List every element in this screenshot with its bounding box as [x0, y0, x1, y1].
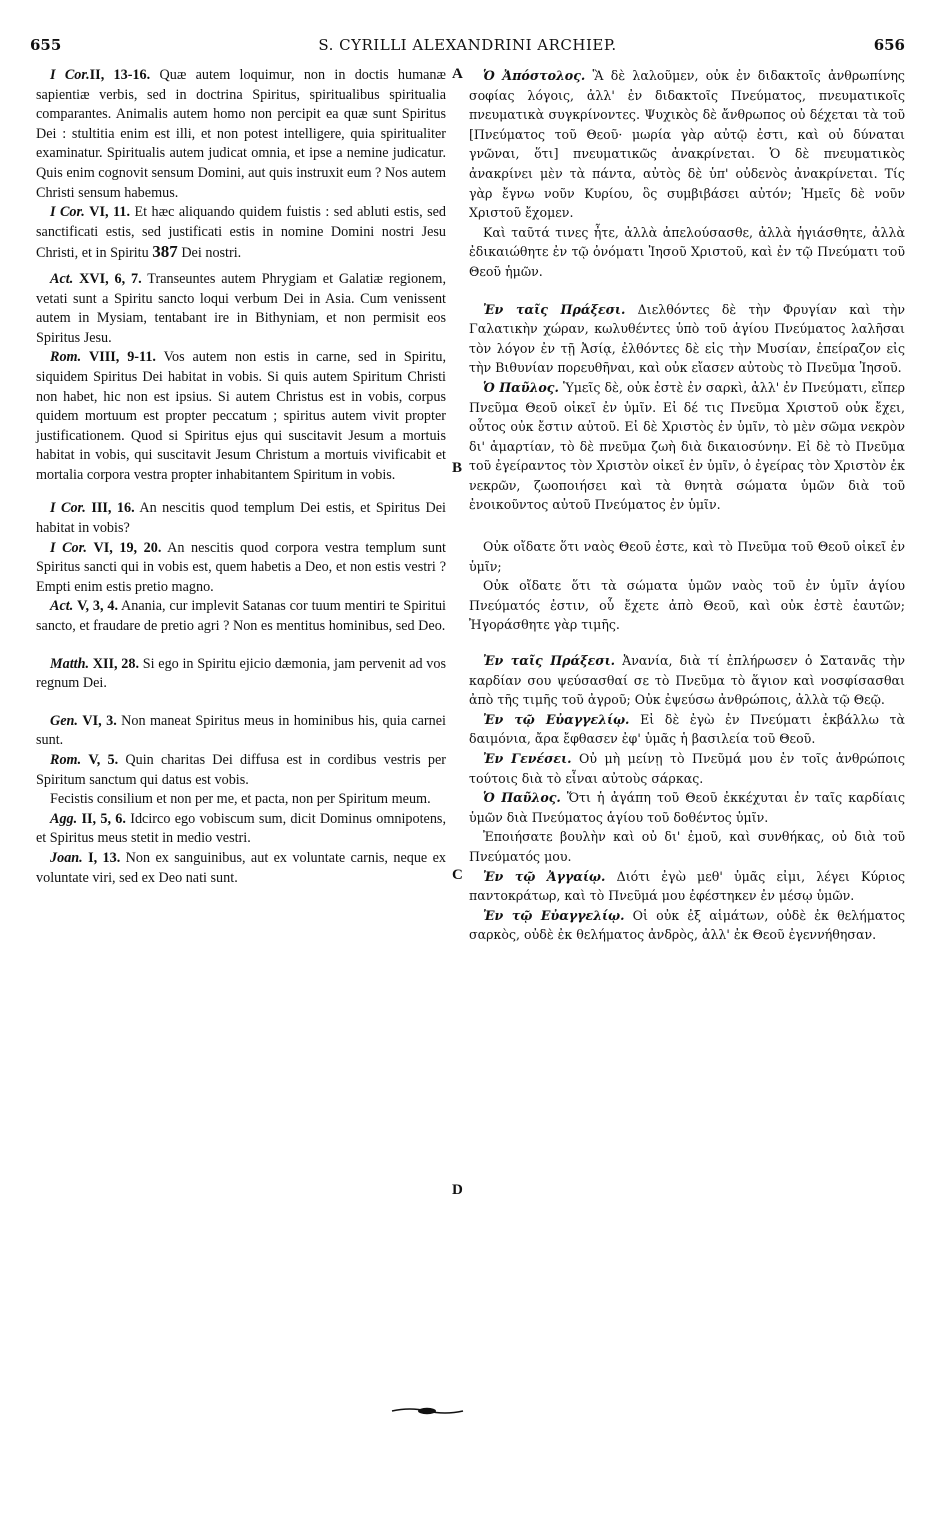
greek-paragraph	[469, 537, 905, 576]
page-number-left: 655	[30, 36, 62, 54]
chapter-verse: XII, 28.	[92, 655, 140, 672]
scripture-ref: I Cor.	[50, 500, 86, 517]
latin-text: Quin charitas Dei diffusa est in cordibus vestris per Spiritum sanctum qui datus est vobis.	[36, 752, 447, 788]
latin-text: Et hæc aliquando quidem fuistis : sed abluti estis, sed sanctificati estis, sed justificati estis in nomine Domini nostri Jesu Christi, et in Spiritu	[36, 204, 447, 262]
greek-column	[469, 66, 905, 945]
greek-text: Οἱ οὐκ ἐξ αἱμάτων, οὐδὲ ἐκ θελήματος σαρκὸς, οὐδὲ ἐκ θελήματος ἀνδρὸς, ἀλλ' ἐκ Θεοῦ ἐγεννήθησαν.	[469, 907, 905, 943]
scripture-ref: Ἐν τῷ Εὐαγγελίῳ.	[483, 907, 625, 923]
latin-paragraph	[36, 539, 446, 598]
scripture-ref: Gen.	[50, 712, 78, 729]
greek-text: Ἀνανία, διὰ τί ἐπλήρωσεν ὁ Σατανᾶς τὴν καρδίαν σου ψεύσασθαί σε τὸ Πνεῦμα τὸ ἅγιον καὶ νοσφίσασθαι ἀπὸ τῆς τιμῆς τοῦ ἀγροῦ; Οὐκ ἐψεύσω ἀνθρώποις, ἀλλὰ τῷ Θεῷ.	[469, 653, 905, 708]
greek-text: Οὐκ οἴδατε ὅτι ναὸς Θεοῦ ἐστε, καὶ τὸ Πνεῦμα τοῦ Θεοῦ οἰκεῖ ἐν ὑμῖν;	[469, 539, 905, 574]
latin-text: Non ex sanguinibus, aut ex voluntate carnis, neque ex voluntate viri, sed ex Deo nati sunt.	[36, 849, 446, 886]
latin-paragraph	[36, 348, 446, 485]
greek-paragraph	[469, 906, 905, 945]
scripture-ref: Ὁ Παῦλος.	[483, 790, 561, 806]
scripture-ref: Ἐν ταῖς Πράξεσι.	[483, 653, 616, 669]
chapter-verse: III, 16.	[91, 500, 135, 517]
latin-paragraph	[36, 655, 446, 694]
scripture-ref: Ἐν ταῖς Πράξεσι.	[483, 301, 626, 317]
scripture-ref: Ὁ Ἀπόστολος.	[483, 68, 586, 83]
chapter-verse: VI, 3.	[82, 712, 117, 729]
latin-paragraph	[36, 790, 446, 810]
scripture-ref: Ἐν τῷ Ἀγγαίῳ.	[483, 868, 606, 884]
running-header	[30, 36, 905, 58]
scripture-ref: I Cor.	[50, 539, 87, 556]
scripture-ref: I Cor.	[50, 204, 85, 221]
greek-paragraph	[469, 576, 905, 635]
margin-letter-d: D	[452, 1182, 463, 1198]
column-number: 387	[152, 242, 178, 262]
greek-text: Διελθόντες δὲ τὴν Φρυγίαν καὶ τὴν Γαλατικὴν χώραν, κωλυθέντες ὑπὸ τοῦ ἁγίου Πνεύματος λαλῆσαι τὸν λόγον ἐν τῇ Ἀσίᾳ, ἐλθόντες δὲ εἰς τὴν Μυσίαν, ἐπείραζον εἰς τὴν Βιθυνίαν πορευθῆναι, καὶ οὐκ εἴασεν αὐτοὺς τὸ Πνεῦμα Ἰησοῦ.	[469, 301, 905, 376]
margin-letter-a: A	[452, 66, 463, 82]
latin-paragraph	[36, 849, 446, 888]
latin-text: Vos autem non estis in carne, sed in Spiritu, siquidem Spiritus Dei habitat in vobis. Si quis autem Spiritum Christi non habet, hic non est ipsius. Si autem Christus est in vobis, corpus quidem mortuum est propter peccatum ; spiritus autem vivit propter justificationem. Quod si Spiritus ejus qui suscitavit Jesum a mortuis habitat in vobis, qui suscitavit Jesum Christum a mortuis vivificabit et mortalia corpora vestra propter inhabitantem Spiritum in vobis.	[36, 349, 446, 483]
latin-text: Quæ autem loquimur, non in doctis humanæ sapientiæ verbis, sed in doctrina Spiritus, spiritualibus spiritualia comparantes. Animalis autem homo non percipit ea quæ sunt Spiritus Dei : stultitia enim est illi, et non potest intelligere, quia spiritualiter examinatur. Spiritualis autem judicat omnia, et ipse a nemine judicatur. Quis enim cognovit sensum Domini, aut quis instruxit eum ? Nos autem Christi sensum habemus.	[36, 67, 446, 201]
scripture-ref: Rom.	[50, 752, 82, 768]
latin-paragraph	[36, 66, 446, 203]
latin-text: Transeuntes autem Phrygiam et Galatiæ regionem, vetati sunt a Spiritu sancto loqui verbum Dei in Asia. Cum venissent autem in Mysiam, tentabant ire in Bithyniam, et non permisit eos Spiritus Jesu.	[36, 270, 447, 346]
latin-paragraph	[36, 499, 446, 538]
page-number-right: 656	[873, 36, 905, 54]
latin-text: Anania, cur implevit Satanas cor tuum mentiri te Spiritui sancto, et fraudare de pretio agri ? Non es mentitus hominibus, sed Deo.	[36, 598, 447, 635]
greek-text: Ὑμεῖς δὲ, οὐκ ἐστὲ ἐν σαρκὶ, ἀλλ' ἐν Πνεύματι, εἴπερ Πνεῦμα Θεοῦ οἰκεῖ ἐν ὑμῖν. Εἰ δέ τις Πνεῦμα Χριστοῦ οὐκ ἔχει, οὗτος οὐκ ἔστιν αὐτοῦ. Εἰ δὲ Χριστὸς ἐν ὑμῖν, τὸ μὲν σῶμα νεκρὸν δι' ἁμαρτίαν, τὸ δὲ πνεῦμα ζωὴ διὰ δικαιοσύνην. Εἰ δὲ τὸ Πνεῦμα τοῦ ἐγείραντος τὸν Χριστὸν οἰκεῖ ἐν ὑμῖν, ὁ ἐγείρας τὸν Χριστὸν ἐκ νεκρῶν, ζωοποιήσει καὶ τὰ θνητὰ σώματα ὑμῶν διὰ τοῦ ἐνοικοῦντος αὐτοῦ Πνεύματος ἐν ὑμῖν.	[469, 379, 906, 513]
scripture-ref: I Cor.	[50, 67, 90, 83]
latin-paragraph	[36, 810, 446, 849]
greek-text: Ὅτι ἡ ἀγάπη τοῦ Θεοῦ ἐκκέχυται ἐν ταῖς καρδίαις ὑμῶν διὰ Πνεύματος ἁγίου τοῦ δοθέντος ὑμῖν.	[469, 790, 905, 825]
greek-paragraph	[469, 710, 905, 749]
chapter-verse: V, 3, 4.	[77, 598, 118, 615]
scripture-ref: Agg.	[50, 810, 78, 827]
latin-paragraph	[36, 597, 446, 636]
latin-text: Si ego in Spiritu ejicio dæmonia, jam pervenit ad vos regnum Dei.	[36, 655, 447, 692]
chapter-verse: II, 13-16.	[89, 67, 151, 83]
latin-text: Dei nostri.	[177, 245, 242, 262]
greek-paragraph	[469, 66, 905, 223]
scripture-ref: Ἐν Γενέσει.	[483, 751, 572, 766]
greek-text: Εἰ δὲ ἐγὼ ἐν Πνεύματι ἐκβάλλω τὰ δαιμόνια, ἄρα ἔφθασεν ἐφ' ὑμᾶς ἡ βασιλεία τοῦ Θεοῦ.	[469, 711, 906, 747]
greek-paragraph	[469, 788, 905, 827]
latin-paragraph	[36, 751, 446, 790]
greek-text: Διότι ἐγὼ μεθ' ὑμᾶς εἰμι, λέγει Κύριος παντοκράτωρ, καὶ τὸ Πνεῦμά μου ἐφέστηκεν ἐν μέσῳ ὑμῶν.	[469, 868, 906, 904]
chapter-verse: II, 5, 6.	[81, 810, 126, 827]
chapter-verse: V, 5.	[88, 752, 119, 768]
greek-paragraph	[469, 827, 905, 866]
latin-paragraph	[36, 270, 446, 348]
end-flourish-ornament	[390, 1405, 465, 1417]
chapter-verse: VIII, 9-11.	[89, 349, 156, 366]
latin-text: Fecistis consilium et non per me, et pacta, non per Spiritum meum.	[50, 791, 431, 808]
latin-text: An nescitis quod templum Dei estis, et Spiritus Dei habitat in vobis?	[36, 500, 446, 537]
margin-letter-c: C	[452, 867, 463, 883]
scripture-ref: Act.	[50, 270, 74, 287]
latin-text: Non maneat Spiritus meus in hominibus his, quia carnei sunt.	[36, 712, 446, 749]
greek-text: Οὐκ οἴδατε ὅτι τὰ σώματα ὑμῶν ναὸς τοῦ ἐν ὑμῖν ἁγίου Πνεύματός ἐστιν, οὗ ἔχετε ἀπὸ Θεοῦ, καὶ οὐκ ἐστὲ ἑαυτῶν; Ἠγοράσθητε γὰρ τιμῆς.	[469, 578, 905, 633]
greek-text: Καὶ ταῦτά τινες ἦτε, ἀλλὰ ἀπελούσασθε, ἀλλὰ ἡγιάσθητε, ἀλλὰ ἐδικαιώθητε ἐν τῷ ὀνόματι Ἰησοῦ Χριστοῦ, καὶ ἐν τῷ Πνεύματι τοῦ Θεοῦ ἡμῶν.	[469, 224, 905, 279]
chapter-verse: I, 13.	[88, 849, 121, 866]
latin-column	[36, 66, 446, 888]
chapter-verse: XVI, 6, 7.	[79, 270, 142, 287]
greek-text: Ἃ δὲ λαλοῦμεν, οὐκ ἐν διδακτοῖς ἀνθρωπίνης σοφίας λόγοις, ἀλλ' ἐν διδακτοῖς Πνεύματος, πνευματικοῖς πνευματικὰ συγκρίνοντες. Ψυχικὸς δὲ ἄνθρωπος οὐ δέχεται τὰ τοῦ [Πνεύματος τοῦ Θεοῦ· μωρία γὰρ αὐτῷ ἐστι, καὶ οὐ δύναται γνῶναι, ὅτι] πνευματικῶς ἀνακρίνεται. Ὁ δὲ πνευματικὸς ἀνακρίνει μὲν τὰ πάντα, αὐτὸς δὲ ὑπ' οὐδενὸς ἀνακρίνεται. Τίς γὰρ ἔγνω νοῦν Κυρίου, ὃς συμβιβάσει αὐτόν; Ἡμεῖς δὲ νοῦν Χριστοῦ ἔχομεν.	[469, 68, 905, 221]
chapter-verse: VI, 11.	[89, 204, 130, 221]
latin-paragraph	[36, 712, 446, 751]
margin-letter-b: B	[452, 460, 463, 476]
scripture-ref: Act.	[50, 598, 74, 615]
scripture-ref: Ὁ Παῦλος.	[483, 379, 559, 395]
greek-text: Οὐ μὴ μείνῃ τὸ Πνεῦμά μου ἐν τοῖς ἀνθρώποις τούτοις διὰ τὸ εἶναι αὐτοὺς σάρκας.	[469, 751, 905, 786]
greek-text: Ἐποιήσατε βουλὴν καὶ οὐ δι' ἐμοῦ, καὶ συνθήκας, οὐ διὰ τοῦ Πνεύματός μου.	[469, 829, 905, 864]
greek-paragraph	[469, 378, 905, 515]
greek-paragraph	[469, 651, 905, 710]
greek-paragraph	[469, 223, 905, 282]
greek-paragraph	[469, 300, 905, 378]
scripture-ref: Joan.	[50, 849, 83, 866]
latin-text: Idcirco ego vobiscum sum, dicit Dominus omnipotens, et Spiritus meus stetit in medio vestri.	[36, 810, 446, 847]
running-title: S. CYRILLI ALEXANDRINI ARCHIEP.	[318, 36, 617, 54]
latin-paragraph	[36, 203, 446, 264]
greek-paragraph	[469, 749, 905, 788]
scripture-ref: Ἐν τῷ Εὐαγγελίῳ.	[483, 711, 630, 727]
chapter-verse: VI, 19, 20.	[93, 539, 162, 556]
greek-paragraph	[469, 867, 905, 906]
scripture-ref: Rom.	[50, 349, 82, 366]
latin-text: An nescitis quod corpora vestra templum sunt Spiritus sancti qui in vobis est, quem habetis a Deo, et non estis vestri ? Empti enim estis pretio magno.	[36, 539, 446, 595]
scripture-ref: Matth.	[50, 655, 90, 672]
